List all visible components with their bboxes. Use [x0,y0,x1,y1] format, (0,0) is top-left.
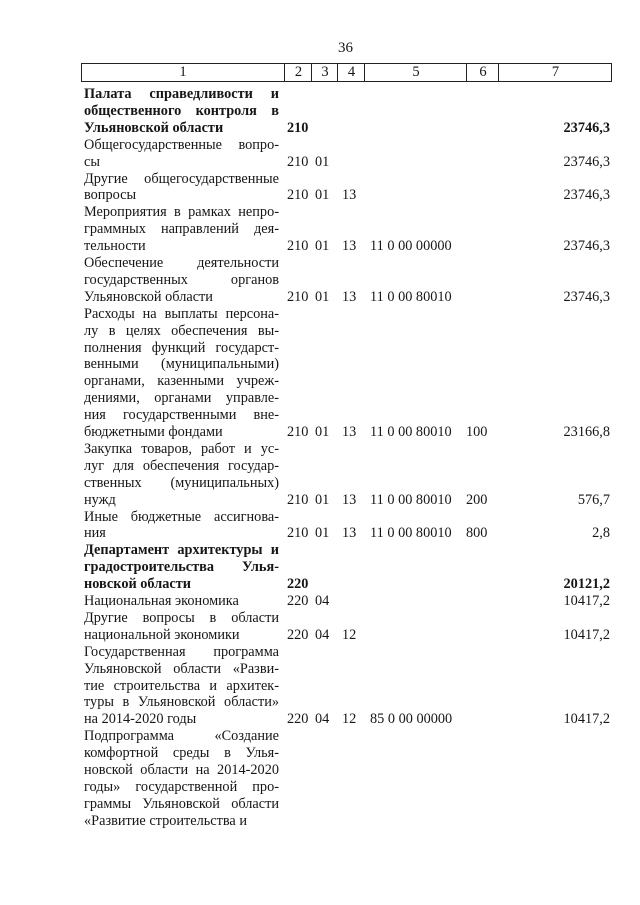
row-name-line: Государственная программа [84,643,279,660]
amount: 20121,2 [563,576,610,593]
code-expense-type: 800 [466,525,488,542]
table-row [0,306,640,441]
amount: 23746,3 [563,187,610,204]
code-section: 04 [315,711,330,728]
table-row [0,86,640,137]
page-number: 36 [338,40,353,56]
row-name-line: граммных направлений дея- [84,221,279,238]
row-name-line: Закупка товаров, работ и ус- [84,440,279,457]
code-admin: 220 [287,711,309,728]
row-name-line: Ульяновской области «Разви- [84,660,279,677]
code-admin: 210 [287,491,309,508]
table-header-row [81,63,612,82]
code-admin: 210 [287,525,309,542]
row-name [84,171,279,205]
row-name-line: национальной экономики [84,626,240,643]
row-name-line: новской области [84,576,191,593]
code-admin: 220 [287,593,309,609]
header-col-1: 1 [179,64,187,80]
code-subsection: 13 [342,525,357,542]
row-name-line: Общегосударственные вопро- [84,136,279,153]
amount: 10417,2 [563,626,610,643]
code-subsection: 13 [342,288,357,305]
code-admin: 210 [287,288,309,305]
amount: 10417,2 [563,593,610,609]
row-name-line: Другие общегосударственные [84,170,279,187]
code-admin: 220 [287,576,309,593]
table-row [0,171,640,205]
row-name-line: Палата справедливости и [84,86,279,102]
code-admin: 210 [287,153,309,170]
table-row [0,137,640,171]
amount: 23166,8 [563,423,610,440]
table-row [0,728,640,829]
row-name-line: «Развитие строительства и [84,812,248,829]
code-section: 01 [315,525,330,542]
row-name-line: граммы Ульяновской области [84,795,279,812]
code-section: 01 [315,187,330,204]
header-col-6: 6 [466,64,499,81]
row-name [84,610,279,644]
row-name-line: годы» государственной про- [84,778,279,795]
row-name-line: общественного контроля в [84,102,279,119]
amount: 2,8 [592,525,610,542]
code-admin: 210 [287,423,309,440]
row-name [84,728,279,829]
header-col-2: 2 [284,64,312,81]
row-name-line: Ульяновской области [84,288,213,305]
code-program: 11 0 00 80010 [370,288,452,305]
table-row [0,441,640,509]
table-row [0,644,640,729]
code-section: 04 [315,626,330,643]
row-name-line: бюджетными фондами [84,424,223,441]
row-name [84,509,279,543]
row-name-line: Департамент архитектуры и [84,542,279,559]
code-section: 01 [315,491,330,508]
row-name-line: луг для обеспечения государ- [84,457,279,474]
row-name [84,86,279,137]
row-name-line: новской области на 2014-2020 [84,762,279,778]
header-col-4: 4 [337,64,365,81]
code-section: 04 [315,593,330,609]
code-admin: 210 [287,187,309,204]
row-name-line: Мероприятия в рамках непро- [84,204,279,221]
row-name-line: ственных (муниципальных) [84,474,279,491]
code-expense-type: 100 [466,423,488,440]
row-name-line: тие строительства и архитек- [84,677,279,694]
row-name-line: Обеспечение деятельности [84,255,279,271]
code-section: 01 [315,153,330,170]
row-name-line: органами, казенными учреж- [84,373,279,390]
table-row [0,255,640,306]
row-name-line: дениями, органами управле- [84,390,279,407]
code-section: 01 [315,288,330,305]
row-name [84,593,279,610]
row-name-line: туры в Ульяновской области» [84,694,279,711]
row-name [84,542,279,593]
code-expense-type: 200 [466,491,488,508]
row-name [84,137,279,171]
code-program: 85 0 00 00000 [370,711,453,728]
row-name [84,644,279,729]
header-col-7: 7 [498,64,612,81]
code-subsection: 13 [342,238,357,255]
row-name [84,306,279,441]
header-col-3: 3 [311,64,338,81]
code-section: 01 [315,238,330,255]
amount: 10417,2 [563,711,610,728]
row-name-line: на 2014-2020 годы [84,711,197,728]
code-admin: 220 [287,626,309,643]
row-name [84,255,279,306]
row-name-line: нужд [84,491,116,508]
row-name-line: Ульяновской области [84,119,224,136]
row-name-line: Расходы на выплаты персона- [84,305,279,322]
row-name-line: полнения функций государст- [84,339,279,356]
row-name-line: градостроительства Улья- [84,559,279,576]
code-subsection: 13 [342,491,357,508]
row-name [84,441,279,509]
table-row [0,610,640,644]
row-name-line: государственных органов [84,271,279,288]
row-name-line: венными (муниципальными) [84,356,279,373]
row-name-line: Подпрограмма «Создание [84,728,279,745]
table-row [0,204,640,255]
row-name [84,204,279,255]
row-name-line: тельности [84,238,146,255]
code-program: 11 0 00 80010 [370,525,452,542]
amount: 23746,3 [563,153,610,170]
code-subsection: 13 [342,187,357,204]
header-col-5: 5 [364,64,467,81]
table-row [0,509,640,543]
code-program: 11 0 00 80010 [370,491,452,508]
amount: 23746,3 [563,238,610,255]
row-name-line: Национальная экономика [84,593,239,609]
row-name-line: сы [84,153,100,170]
row-name-line: ния [84,525,106,542]
table-row [0,542,640,593]
amount: 23746,3 [563,119,610,136]
code-subsection: 12 [342,626,357,643]
code-admin: 210 [287,119,309,136]
code-program: 11 0 00 80010 [370,423,452,440]
code-admin: 210 [287,238,309,255]
row-name-line: ния государственными вне- [84,407,279,424]
code-program: 11 0 00 00000 [370,238,452,255]
row-name-line: Иные бюджетные ассигнова- [84,508,279,525]
row-name-line: лу в целях обеспечения вы- [84,322,279,339]
amount: 23746,3 [563,288,610,305]
row-name-line: комфортной среды в Улья- [84,745,279,762]
table-row [0,593,640,610]
code-section: 01 [315,423,330,440]
amount: 576,7 [577,491,610,508]
row-name-line: Другие вопросы в области [84,609,279,626]
code-subsection: 13 [342,423,357,440]
row-name-line: вопросы [84,187,137,204]
code-subsection: 12 [342,711,357,728]
